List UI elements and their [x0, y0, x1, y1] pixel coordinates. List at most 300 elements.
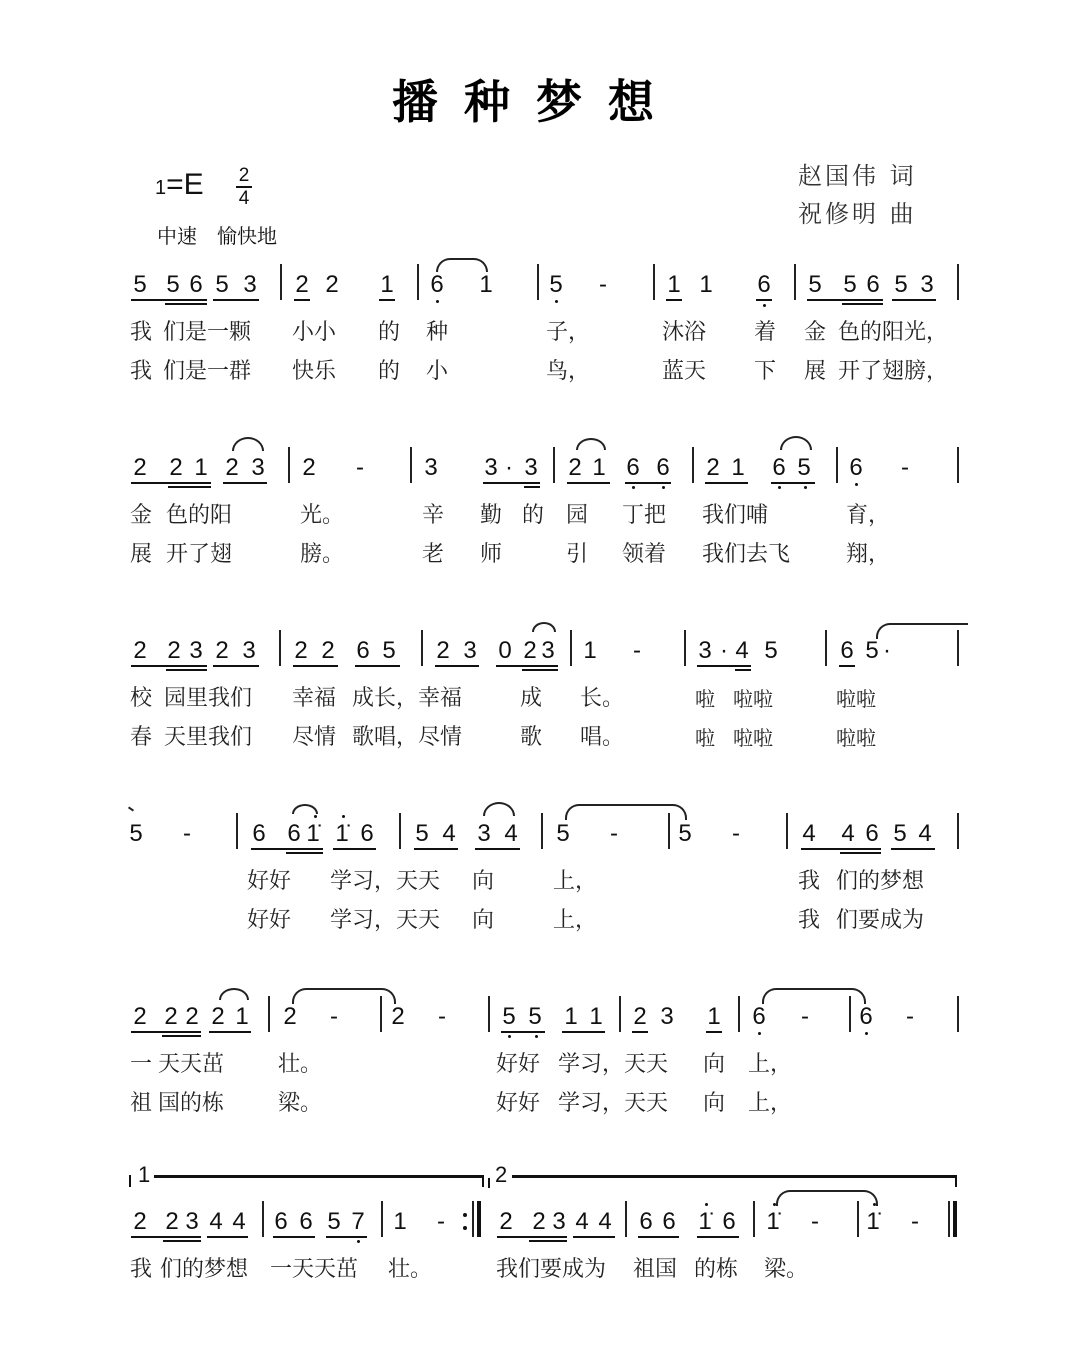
note: 2: [321, 637, 335, 664]
note: 1: [380, 271, 394, 298]
note: 3: [463, 637, 477, 664]
lyric: 长。: [580, 686, 625, 711]
note: 6: [849, 454, 863, 481]
note: 4: [918, 820, 932, 847]
lyric: 鸟，: [546, 359, 591, 384]
note: 3: [698, 637, 712, 664]
note: 2: [391, 1003, 405, 1030]
beam: [497, 1236, 567, 1238]
lyric: 好好: [496, 1091, 541, 1116]
augmentation-dot: ·: [720, 637, 728, 664]
note: 1: [707, 1003, 721, 1030]
barline: [268, 996, 270, 1032]
note: 1: [589, 1003, 603, 1030]
note: 5: [865, 637, 879, 664]
high-octave-dot: [773, 1203, 776, 1206]
high-octave-dot: [314, 815, 317, 818]
volta-2-hook: [488, 1178, 490, 1188]
lyric: 歌唱，尽情: [352, 725, 463, 750]
dash: -: [633, 637, 641, 664]
lyric: 小: [426, 359, 449, 384]
beam: [562, 1031, 605, 1033]
barline: [570, 630, 572, 666]
beam: [891, 848, 935, 850]
note: 5: [678, 820, 692, 847]
lyric: 啦: [695, 726, 715, 750]
volta-2-end: [955, 1175, 957, 1187]
lyric: 我: [798, 908, 821, 933]
barline: [262, 1201, 264, 1237]
note: 6: [626, 454, 640, 481]
repeat-dot: [463, 1213, 467, 1217]
lyric: 翔，: [846, 542, 891, 567]
note: 1̇: [306, 820, 320, 847]
note: 6: [299, 1208, 313, 1235]
lyric: 啦啦: [733, 687, 773, 711]
barline: [753, 1201, 755, 1237]
beam: [524, 486, 540, 488]
note: 5: [129, 820, 143, 847]
low-octave-dot: [855, 483, 858, 486]
lyric: 一: [130, 1052, 153, 1077]
barline: [668, 813, 670, 849]
note: 5: [166, 271, 180, 298]
note: 4: [841, 820, 855, 847]
note: 2: [532, 1208, 546, 1235]
barline: [236, 813, 238, 849]
note: 6: [662, 1208, 676, 1235]
note: 3: [484, 454, 498, 481]
beam: [501, 1031, 545, 1033]
note: 2: [185, 1003, 199, 1030]
note: 6: [840, 637, 854, 664]
lyric: 成: [520, 686, 543, 711]
lyric: 唱。: [580, 725, 625, 750]
augmentation-dot: ·: [505, 454, 513, 481]
note: 3: [541, 637, 555, 664]
note: 3: [185, 1208, 199, 1235]
note: 1̇: [866, 1208, 880, 1235]
beam: [131, 482, 211, 484]
note: 2: [436, 637, 450, 664]
beam: [771, 482, 815, 484]
beam: [294, 299, 310, 301]
note: 6: [757, 271, 771, 298]
note: 5: [327, 1208, 341, 1235]
note: 2: [294, 637, 308, 664]
beam: [638, 1236, 679, 1238]
repeat-barline-thin: [472, 1201, 474, 1237]
lyric: 们的梦想: [160, 1257, 249, 1282]
note: 3: [189, 637, 203, 664]
note: 3: [477, 820, 491, 847]
barline: [836, 447, 838, 483]
lyric: 子，: [546, 320, 591, 345]
beam: [131, 1031, 201, 1033]
volta-1-bracket: [154, 1175, 484, 1178]
dash: -: [438, 1003, 446, 1030]
barline: [288, 447, 290, 483]
low-octave-dot: [763, 304, 766, 307]
beam: [286, 852, 323, 854]
key-tonic-number: 1: [155, 177, 167, 199]
note: 3: [424, 454, 438, 481]
note: 2: [283, 1003, 297, 1030]
note: 6: [866, 271, 880, 298]
note: 0: [498, 637, 512, 664]
beam: [666, 299, 682, 301]
lyric: 的: [378, 359, 401, 384]
barline: [957, 264, 959, 300]
barline: [786, 813, 788, 849]
barline: [541, 813, 543, 849]
low-octave-dot: [758, 1032, 761, 1035]
note: 6: [772, 454, 786, 481]
barline: [421, 630, 423, 666]
beam: [706, 1031, 722, 1033]
lyric: 学习，天天: [558, 1052, 669, 1077]
slur: [532, 622, 556, 632]
note: 7: [351, 1208, 365, 1235]
high-octave-dot: [705, 1203, 708, 1206]
barline: [417, 264, 419, 300]
slur: [436, 258, 488, 272]
beam: [522, 669, 558, 671]
lyric: 我: [798, 869, 821, 894]
beam: [251, 848, 323, 850]
beam: [165, 303, 207, 305]
beam: [735, 669, 751, 671]
barline: [653, 264, 655, 300]
note: 1̇: [766, 1208, 780, 1235]
lyric: 着: [754, 320, 777, 345]
note: 1: [699, 271, 713, 298]
note: 1: [393, 1208, 407, 1235]
lyric: 展: [130, 542, 153, 567]
note: 2: [133, 637, 147, 664]
barline: [692, 447, 694, 483]
slur: [219, 988, 249, 1000]
note: 5: [415, 820, 429, 847]
note: 2: [165, 1208, 179, 1235]
note: 4: [442, 820, 456, 847]
lyric: 成长，幸福: [352, 686, 463, 711]
note: 1̇: [335, 820, 349, 847]
low-octave-dot: [865, 1032, 868, 1035]
lyric: 啦啦: [733, 726, 773, 750]
note: 1: [583, 637, 597, 664]
lyric: 们要成为: [836, 908, 925, 933]
lyric: 我们要成为: [496, 1257, 607, 1282]
lyric: 展: [804, 359, 827, 384]
lyric: 膀。: [300, 542, 345, 567]
lyric: 我: [130, 359, 153, 384]
note: 6: [356, 637, 370, 664]
beam: [379, 299, 395, 301]
lyric: 一天天茁: [270, 1257, 359, 1282]
beam: [496, 665, 558, 667]
low-octave-dot: [804, 486, 807, 489]
beam: [697, 665, 751, 667]
dash: -: [906, 1003, 914, 1030]
beam: [355, 665, 400, 667]
lyric: 园里我们: [164, 686, 253, 711]
beam: [625, 482, 671, 484]
note: 5: [797, 454, 811, 481]
repeat-dot: [463, 1226, 467, 1230]
beam: [223, 482, 267, 484]
dash: -: [330, 1003, 338, 1030]
note: 6: [430, 271, 444, 298]
beam: [756, 299, 772, 301]
barline: [849, 996, 851, 1032]
slur: [292, 804, 318, 814]
lyric: 壮。: [278, 1052, 323, 1077]
dash: -: [801, 1003, 809, 1030]
key-letter: =E: [166, 168, 204, 201]
note: 6: [865, 820, 879, 847]
low-octave-dot: [662, 486, 665, 489]
beam: [483, 482, 540, 484]
note: 2: [133, 1003, 147, 1030]
lyric: 们是一群: [163, 359, 252, 384]
volta-1-number: 1: [138, 1162, 151, 1187]
tie: [776, 1190, 878, 1206]
barline: [280, 264, 282, 300]
barline: [488, 996, 490, 1032]
beam: [573, 1236, 615, 1238]
beam: [567, 482, 610, 484]
barline: [857, 1201, 859, 1237]
beam: [632, 1031, 648, 1033]
song-title: 播种梦想: [392, 75, 680, 129]
note: 4: [735, 637, 749, 664]
beam: [166, 669, 207, 671]
lyric: 梁。: [764, 1257, 809, 1282]
note: 6: [722, 1208, 736, 1235]
lyric: 开了翅: [166, 542, 233, 567]
lyric: 下: [754, 359, 777, 384]
beam: [207, 1236, 248, 1238]
lyric: 领着: [622, 542, 667, 567]
lyric: 向: [703, 1091, 726, 1116]
note: 2: [167, 637, 181, 664]
beam: [892, 299, 936, 301]
note: 1: [235, 1003, 249, 1030]
barline: [825, 630, 827, 666]
dash: -: [732, 820, 740, 847]
low-octave-dot: [508, 1035, 511, 1038]
note: 4: [802, 820, 816, 847]
lyric: 们的梦想: [836, 869, 925, 894]
barline: [625, 1201, 627, 1237]
high-octave-dot: [342, 815, 345, 818]
note: 3: [524, 454, 538, 481]
low-octave-dot: [555, 300, 558, 303]
note: 3: [243, 271, 257, 298]
lyric: 的: [522, 503, 545, 528]
dash: -: [610, 820, 618, 847]
note: 1: [592, 454, 606, 481]
lyric: 啦啦: [836, 726, 876, 750]
high-octave-dot: [873, 1203, 876, 1206]
barline: [738, 996, 740, 1032]
lyric: 丁把: [622, 503, 667, 528]
note: 2: [133, 1208, 147, 1235]
lyric: 师: [480, 542, 503, 567]
note: 6: [360, 820, 374, 847]
lyric: 色的阳光，: [838, 320, 949, 345]
low-octave-dot: [436, 300, 439, 303]
barline: [957, 447, 959, 483]
slur: [232, 437, 264, 451]
lyric: 春: [130, 725, 153, 750]
lyric: 我们去飞: [702, 542, 791, 567]
note: 2: [633, 1003, 647, 1030]
tie-end: [128, 806, 134, 811]
note: 6: [274, 1208, 288, 1235]
lyric: 学习，天天: [330, 869, 441, 894]
dash: -: [599, 271, 607, 298]
lyric: 上，: [553, 908, 598, 933]
note: 3: [242, 637, 256, 664]
dash: -: [437, 1208, 445, 1235]
lyric: 好好: [247, 869, 292, 894]
lyric: 引: [566, 542, 589, 567]
lyric: 育，: [846, 503, 891, 528]
lyric: 幸福: [292, 686, 337, 711]
lyric: 上，: [748, 1091, 793, 1116]
time-sig-top: 2: [238, 165, 250, 186]
time-sig-bottom: 4: [238, 188, 250, 209]
time-signature: [236, 166, 252, 208]
barline: [380, 996, 382, 1032]
note: 2: [211, 1003, 225, 1030]
lyric: 金: [130, 503, 153, 528]
lyric: 好好: [247, 908, 292, 933]
note: 4: [209, 1208, 223, 1235]
beam: [842, 303, 883, 305]
dash: -: [901, 454, 909, 481]
note: 5: [808, 271, 822, 298]
barline: [399, 813, 401, 849]
lyric: 勤: [480, 503, 503, 528]
slur: [483, 802, 515, 816]
lyric: 我: [130, 320, 153, 345]
barline: [619, 996, 621, 1032]
note: 2: [225, 454, 239, 481]
note: 2: [295, 271, 309, 298]
final-barline-thin: [948, 1201, 950, 1237]
note: 1̇: [698, 1208, 712, 1235]
lyric: 的栋: [694, 1257, 739, 1282]
note: 6: [252, 820, 266, 847]
lyric: 啦: [695, 687, 715, 711]
tie-start: [876, 623, 968, 639]
low-octave-dot: [535, 1035, 538, 1038]
beam: [705, 482, 748, 484]
note: 2: [133, 454, 147, 481]
barline: [279, 630, 281, 666]
volta-2-bracket: [512, 1175, 956, 1178]
beam: [529, 1240, 567, 1242]
lyric: 色的阳: [166, 503, 233, 528]
low-octave-dot: [357, 1240, 360, 1243]
composer-credit: 祝修明 曲: [798, 200, 917, 228]
note: 3: [660, 1003, 674, 1030]
lyric: 祖: [130, 1091, 153, 1116]
note: 5: [133, 271, 147, 298]
lyric: 我们哺: [702, 503, 769, 528]
lyric: 老: [422, 542, 445, 567]
lyric: 开了翅膀，: [838, 359, 949, 384]
final-barline-thick: [953, 1201, 957, 1237]
barline: [957, 996, 959, 1032]
note: 3: [552, 1208, 566, 1235]
note: 3: [920, 271, 934, 298]
beam: [131, 1236, 201, 1238]
barline: [957, 630, 959, 666]
note: 1: [667, 271, 681, 298]
lyric: 们是一颗: [163, 320, 252, 345]
beam: [697, 1236, 739, 1238]
barline: [684, 630, 686, 666]
lyric: 辛: [422, 503, 445, 528]
lyric: 小小: [292, 320, 337, 345]
barline: [537, 264, 539, 300]
beam: [840, 852, 881, 854]
lyric: 祖国: [633, 1257, 678, 1282]
beam: [435, 665, 479, 667]
note: 5: [215, 271, 229, 298]
beam: [131, 299, 207, 301]
repeat-barline-thick: [477, 1201, 481, 1237]
lyric: 向: [703, 1052, 726, 1077]
barline: [957, 813, 959, 849]
tempo-marking: 中速 愉快地: [157, 224, 277, 248]
note: 2: [706, 454, 720, 481]
note: 1: [731, 454, 745, 481]
note: 5: [382, 637, 396, 664]
note: 5: [556, 820, 570, 847]
beam: [293, 665, 338, 667]
note: 4: [504, 820, 518, 847]
lyric: 学习，天天: [330, 908, 441, 933]
lyric: 快乐: [292, 359, 337, 384]
lyric: 天天茁: [158, 1052, 225, 1077]
note: 5: [843, 271, 857, 298]
beam: [168, 486, 211, 488]
low-octave-dot: [778, 486, 781, 489]
lyric: 的: [378, 320, 401, 345]
note: 4: [575, 1208, 589, 1235]
lyric: 尽情: [292, 725, 337, 750]
note: 5: [502, 1003, 516, 1030]
note: 6: [189, 271, 203, 298]
lyric: 沐浴: [662, 320, 707, 345]
lyric: 啦啦: [836, 687, 876, 711]
note: 5: [528, 1003, 542, 1030]
volta-2-number: 2: [495, 1162, 508, 1187]
note: 2: [523, 637, 537, 664]
barline: [410, 447, 412, 483]
lyric: 学习，天天: [558, 1091, 669, 1116]
lyric: 金: [804, 320, 827, 345]
beam: [333, 848, 376, 850]
beam: [801, 848, 881, 850]
dash: -: [911, 1208, 919, 1235]
note: 5: [894, 271, 908, 298]
